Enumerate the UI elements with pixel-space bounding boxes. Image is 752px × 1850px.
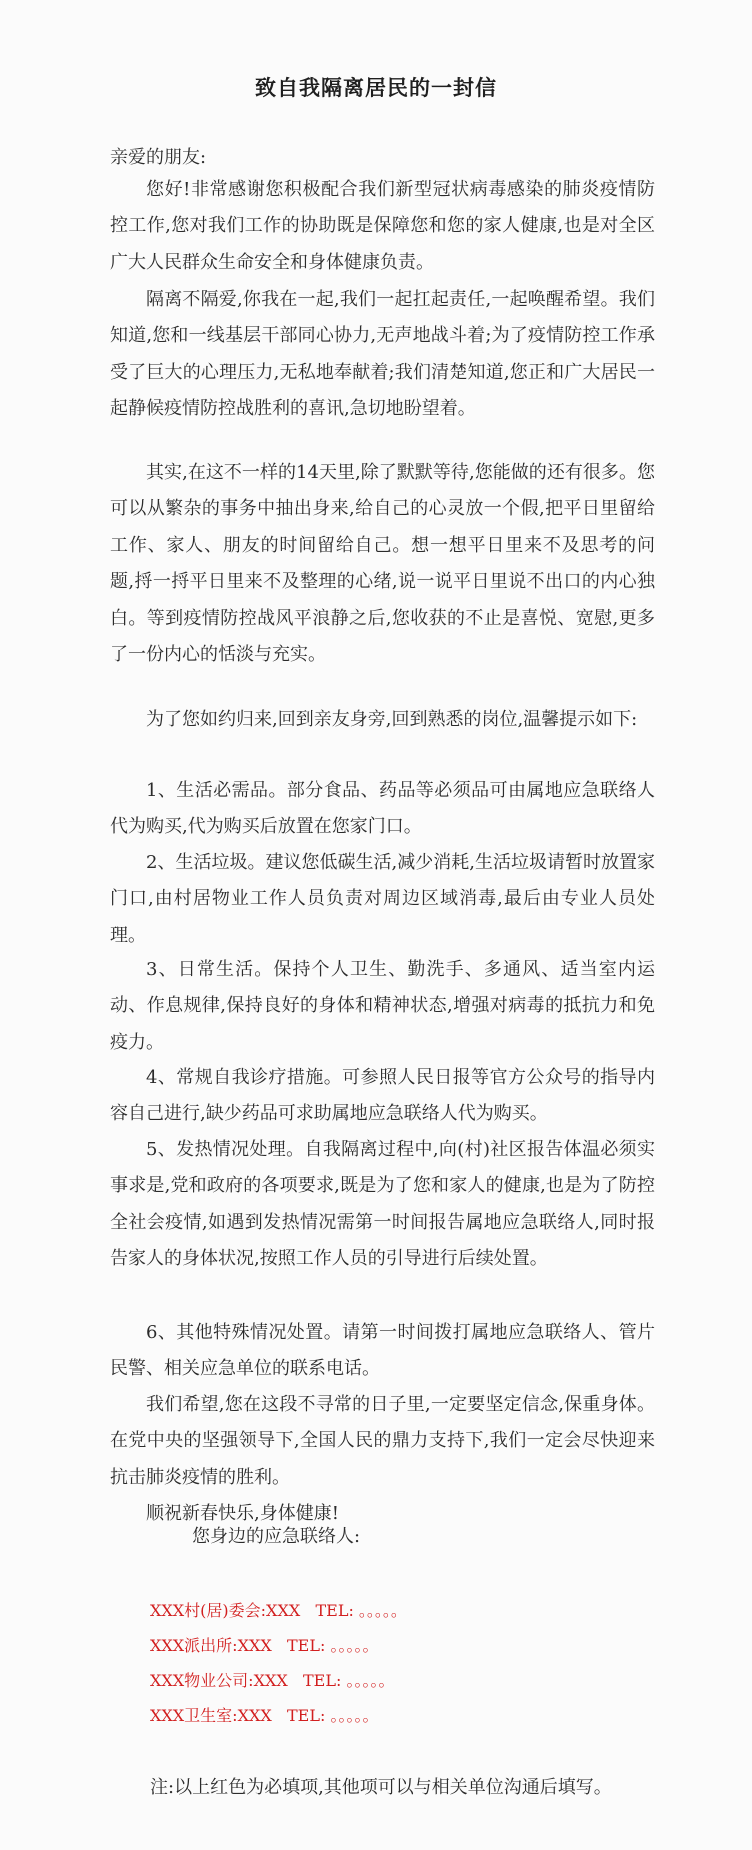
greeting: 亲爱的朋友: [110,147,207,168]
paragraph-14-days: 其实,在这不一样的14天里,除了默默等待,您能做的还有很多。您可以从繁杂的事务中抽出身来,给自己的心灵放一个假,把平日里留给工作、家人、朋友的时间留给自己。想一想平日里来不及思考的问题,捋一捋平日里来不及整理的心绪,说一说平日里说不出口的内心独白。等到疫情防控战风平浪静之后,您收获的不止是喜悦、宽慰,更多了一份内心的恬淡与充实。 [110,462,655,666]
contacts-title: 您身边的应急联络人: [192,1526,361,1547]
tip-self-treatment: 4、常规自我诊疗措施。可参照人民日报等官方公众号的指导内容自己进行,缺少药品可求助属地应急联络人代为购买。 [110,1067,655,1125]
contact-clinic: XXX卫生室:XXX TEL: 。。。。。 [150,1706,379,1725]
paragraph-tips-intro: 为了您如约归来,回到亲友身旁,回到熟悉的岗位,温馨提示如下: [146,709,638,730]
paragraph-hope: 我们希望,您在这段不寻常的日子里,一定要坚定信念,保重身体。在党中央的坚强领导下,全国人民的鼎力支持下,我们一定会尽快迎来抗击肺炎疫情的胜利。 [110,1394,655,1488]
paragraph-wishes: 顺祝新春快乐,身体健康! [146,1503,339,1524]
note: 注:以上红色为必填项,其他项可以与相关单位沟通后填写。 [150,1777,612,1798]
contact-village-committee: XXX村(居)委会:XXX TEL: 。。。。。 [150,1601,407,1620]
tip-daily-life: 3、日常生活。保持个人卫生、勤洗手、多通风、适当室内运动、作息规律,保持良好的身体和精神状态,增强对病毒的抵抗力和免疫力。 [110,959,655,1053]
tip-special-cases: 6、其他特殊情况处置。请第一时间拨打属地应急联络人、管片民警、相关应急单位的联系电话。 [110,1322,655,1380]
tip-garbage: 2、生活垃圾。建议您低碳生活,减少消耗,生活垃圾请暂时放置家门口,由村居物业工作人员负责对周边区域消毒,最后由专业人员处理。 [110,852,655,946]
letter-title: 致自我隔离居民的一封信 [255,75,497,100]
paragraph-isolation: 隔离不隔爱,你我在一起,我们一起扛起责任,一起唤醒希望。我们知道,您和一线基层干部同心协力,无声地战斗着;为了疫情防控工作承受了巨大的心理压力,无私地奉献着;我们清楚知道,您正和广大居民一起静候疫情防控战胜利的喜讯,急切地盼望着。 [110,289,655,420]
tip-necessities: 1、生活必需品。部分食品、药品等必须品可由属地应急联络人代为购买,代为购买后放置在您家门口。 [110,780,655,838]
paragraph-thanks: 您好!非常感谢您积极配合我们新型冠状病毒感染的肺炎疫情防控工作,您对我们工作的协助既是保障您和您的家人健康,也是对全区广大人民群众生命安全和身体健康负责。 [110,179,655,273]
contact-police-station: XXX派出所:XXX TEL: 。。。。。 [150,1636,379,1655]
contact-property-company: XXX物业公司:XXX TEL: 。。。。。 [150,1671,395,1690]
tip-fever: 5、发热情况处理。自我隔离过程中,向(村)社区报告体温必须实事求是,党和政府的各项要求,既是为了您和家人的健康,也是为了防控全社会疫情,如遇到发热情况需第一时间报告属地应急联络人,同时报告家人的身体状况,按照工作人员的引导进行后续处置。 [110,1139,655,1270]
